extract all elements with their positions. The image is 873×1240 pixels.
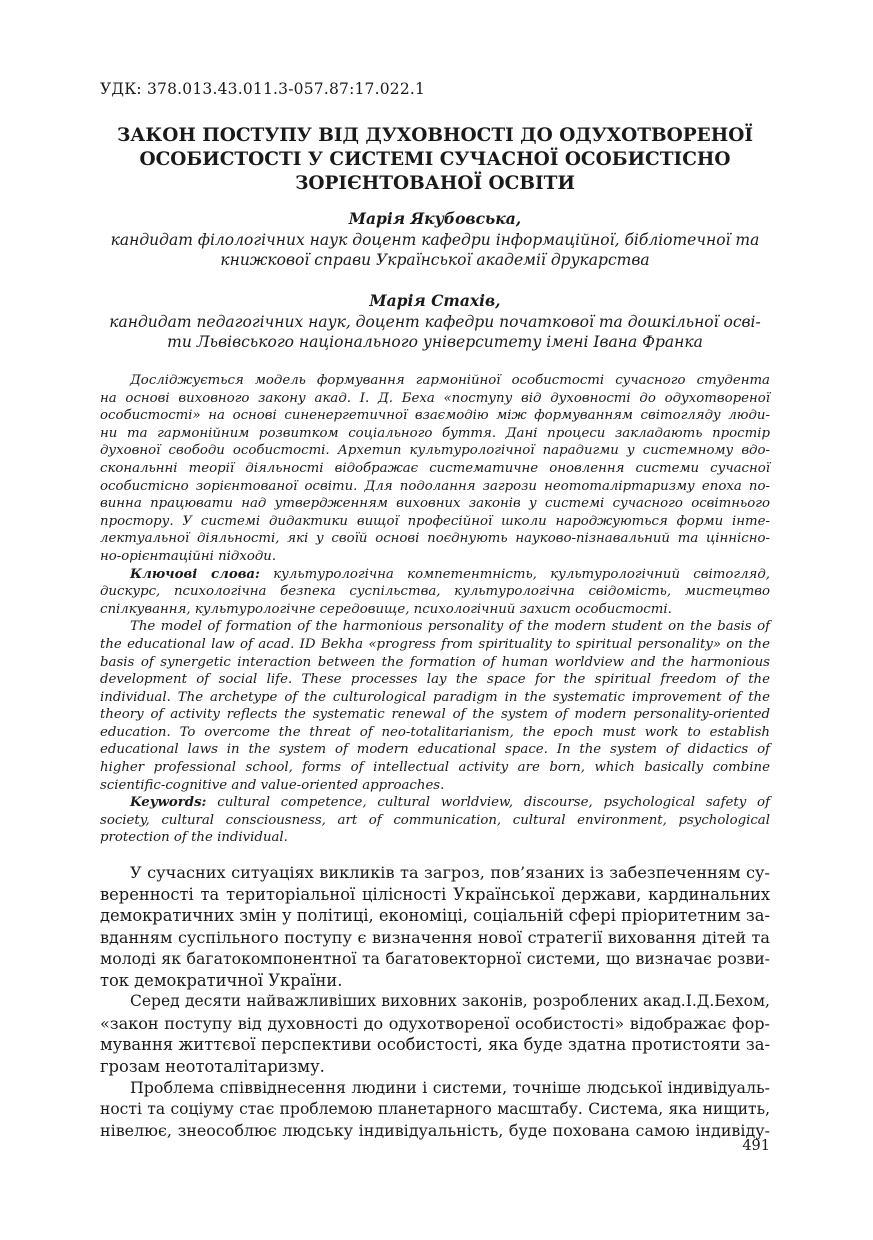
body-line: мування життєвої перспективи особистості, яка буде здатна протистояти за-	[100, 1035, 770, 1054]
abstract-uk	[100, 372, 770, 566]
title-line: ОСОБИСТОСТІ У СИСТЕМІ СУЧАСНОЇ ОСОБИСТІСНО	[139, 149, 731, 170]
affiliation-line: кандидат філологічних наук доцент кафедри інформаційної, бібліотечної та	[110, 231, 760, 249]
title-line: ЗАКОН ПОСТУПУ ВІД ДУХОВНОСТІ ДО ОДУХОТВОРЕНОЇ	[116, 125, 754, 146]
body-line: ток демократичної України.	[100, 970, 343, 990]
author-affiliation	[100, 312, 770, 352]
abstract-line: scientific-cognitive and value-oriented approaches.	[100, 777, 445, 793]
abstract-line: theory of activity reflects the systematic renewal of the system of modern personality-oriented	[100, 707, 770, 723]
affiliation-line: ти Львівського національного університету імені Івана Франка	[167, 333, 703, 351]
abstract-line: Досліджується модель формування гармонійної особистості сучасного студента	[130, 373, 770, 388]
abstract-line: особистості» на основі синенергетичної взаємодію між формуванням світогляду люди-	[100, 408, 770, 424]
keywords-line: society, cultural consciousness, art of communication, cultural environment, psychological	[100, 812, 770, 828]
body-line: молоді як багатокомпонентної та багатовекторної системи, що визначає розви-	[100, 949, 770, 968]
body-line: веренності та територіальної цілісності Української держави, кардинальних	[100, 884, 770, 904]
affiliation-line: книжкової справи Української академії друкарства	[220, 251, 650, 269]
body-paragraph	[100, 862, 770, 991]
keywords-uk	[100, 566, 770, 619]
title-line: ЗОРІЄНТОВАНОЇ ОСВІТИ	[295, 173, 575, 194]
keywords-text: cultural competence, cultural worldview, discourse, psychological safety of	[206, 795, 770, 811]
body-line: «закон поступу від духовності до одухотвореної особистості» відображає фор-	[100, 1013, 770, 1033]
abstract-line: но-орієнтаційні підходи.	[100, 548, 277, 564]
author-affiliation	[100, 230, 770, 270]
abstract-line: education. To overcome the threat of neo-totalitarianism, the epoch must work to establish	[100, 724, 770, 740]
keywords-line: спілкування, культурологічне середовище, психологічний захист особистості.	[100, 601, 672, 617]
author-name: Марія Стахів,	[369, 291, 501, 310]
abstract-line: лектуальної діяльності, які у своїй основі поєднують науково-пізнавальний та ціннісно-	[100, 531, 770, 547]
keywords-text: культурологічна компетентність, культурологічний світогляд,	[259, 566, 770, 582]
abstract-line: простору. У системі дидактики вищої професійної школи народжуються форми інте-	[100, 513, 770, 529]
abstract-line: educational laws in the system of modern educational space. In the system of didactics of	[100, 742, 770, 758]
body-line: Серед десяти найважливіших виховних законів, розроблених акад.І.Д.Бехом,	[130, 992, 770, 1010]
abstract-line: на основі виховного закону акад. І. Д. Беха «поступу від духовності до одухотвореної	[100, 390, 770, 406]
abstract-line: the educational law of acad. ID Bekha «progress from spirituality to spiritual personality» on the	[100, 636, 770, 652]
keywords-en	[100, 794, 770, 847]
abstract-line: ни та гармонійним розвитком соціального буття. Дані процеси закладають простір	[100, 425, 770, 441]
body-line: нівелює, знеособлює людську індивідуальність, буде похована самою індивіду-	[100, 1121, 770, 1140]
abstract-line: basis of synergetic interaction between the formation of human worldview and the harmonious	[100, 654, 770, 670]
author-name: Марія Якубовська,	[348, 209, 522, 228]
keywords-line: дискурс, психологічна безпека суспільства, культурологічна свідомість, мистецтво	[100, 584, 770, 600]
body-line: демократичних змін у політиці, економіці, соціальній сфері пріоритетним за-	[100, 906, 770, 925]
abstract-line: higher professional school, forms of intellectual activity are born, which basically combine	[100, 760, 770, 776]
body-text	[100, 862, 770, 1142]
body-line: Проблема співвіднесення людини і системи, точніше людської індивідуаль-	[130, 1078, 770, 1097]
author-block-1	[100, 208, 770, 270]
abstract-line: individual. The archetype of the culturological paradigm in the systematic improvement of the	[100, 689, 770, 705]
abstract-line: духовної свободи особистості. Архетип культурологічної парадигми у системному вдо-	[100, 443, 770, 459]
abstract-block	[100, 372, 770, 847]
affiliation-line: кандидат педагогічних наук, доцент кафедри початкової та дошкільної осві-	[109, 313, 761, 331]
page-number: 491	[742, 1138, 770, 1154]
article-title	[100, 124, 770, 196]
keywords-label: Keywords:	[130, 795, 207, 811]
keywords-line	[100, 794, 770, 812]
keywords-line	[100, 566, 770, 584]
author-block-2	[100, 290, 770, 352]
abstract-en	[100, 618, 770, 794]
body-paragraph	[100, 1077, 770, 1142]
keywords-line: protection of the individual.	[100, 830, 288, 846]
keywords-label: Ключові слова:	[130, 566, 260, 582]
abstract-line: винна працювати над утвердженням виховних законів у системі сучасного освітнього	[100, 496, 770, 512]
body-line: вданням суспільного поступу є визначення нової стратегії виховання дітей та	[100, 927, 770, 947]
body-paragraph	[100, 991, 770, 1077]
body-line: грозам неототалітаризму.	[100, 1056, 325, 1076]
body-line: ності та соціуму стає проблемою планетарного масштабу. Система, яка нищить,	[100, 1099, 770, 1118]
body-line: У сучасних ситуаціях викликів та загроз, пов’язаних із забезпеченням су-	[130, 863, 770, 882]
abstract-line: особистісно зорієнтованої освіти. Для подолання загрози неототаліртаризму епоха по-	[100, 478, 770, 494]
abstract-line: скональнні теорії діяльності відображає систематичне оновлення системи сучасної	[100, 460, 770, 476]
udk-code: УДК: 378.013.43.011.3-057.87:17.022.1	[100, 80, 426, 98]
abstract-line: The model of formation of the harmonious personality of the modern student on the basis of	[130, 619, 770, 635]
abstract-line: development of social life. These processes lay the space for the spiritual freedom of the	[100, 672, 770, 688]
